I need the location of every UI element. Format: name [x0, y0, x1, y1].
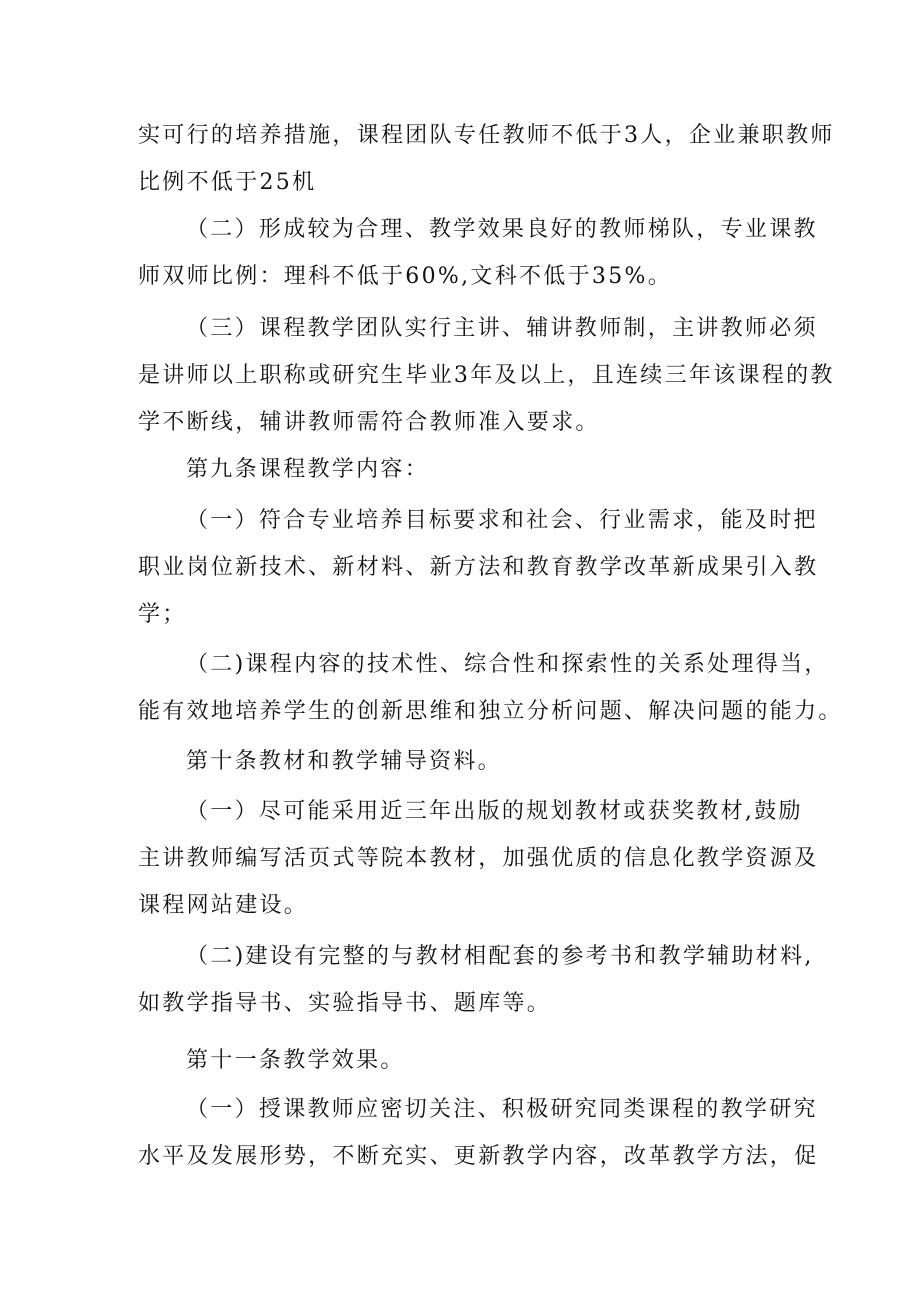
- paragraph-line: 实可行的培养措施，课程团队专任教师不低于3人，企业兼职教师: [138, 123, 835, 148]
- paragraph-line: 职业岗位新技术、新材料、新方法和教育教学改革新成果引入教: [138, 555, 819, 580]
- paragraph-line: 主讲教师编写活页式等院本教材，加强优质的信息化教学资源及: [138, 846, 819, 871]
- paragraph-line: 学不断线，辅讲教师需符合教师准入要求。: [138, 410, 600, 435]
- paragraph-line: 课程网站建设。: [138, 893, 309, 918]
- section-heading: 第九条课程教学内容：: [186, 457, 430, 482]
- section-heading: 第十条教材和教学辅导资料。: [186, 749, 502, 774]
- paragraph-line: （一）符合专业培养目标要求和社会、行业需求，能及时把: [186, 508, 818, 533]
- paragraph-line: 是讲师以上职称或研究生毕业3年及以上，且连续三年该课程的教: [138, 363, 835, 388]
- paragraph-line: 能有效地培养学生的创新思维和独立分析问题、解决问题的能力。: [138, 699, 843, 724]
- section-heading: 第十一条教学效果。: [186, 1048, 405, 1073]
- paragraph-line: （一）授课教师应密切关注、积极研究同类课程的教学研究: [186, 1097, 818, 1122]
- paragraph-line: 比例不低于25机: [138, 170, 317, 195]
- paragraph-line: （一）尽可能采用近三年出版的规划教材或获奖教材,鼓励: [186, 799, 803, 824]
- paragraph-line: 师双师比例：理科不低于60%,文科不低于35%。: [138, 264, 672, 289]
- paragraph-line: 如教学指导书、实验指导书、题库等。: [138, 991, 552, 1016]
- paragraph-line: 水平及发展形势，不断充实、更新教学内容，改革教学方法，促: [138, 1144, 819, 1169]
- paragraph-line: （三）课程教学团队实行主讲、辅讲教师制，主讲教师必须: [186, 316, 818, 341]
- paragraph-line: （二)建设有完整的与教材相配套的参考书和教学辅助材料,: [186, 944, 814, 969]
- paragraph-line: 学；: [138, 602, 187, 627]
- paragraph-line: （二）形成较为合理、教学效果良好的教师梯队，专业课教: [186, 217, 818, 242]
- paragraph-line: （二)课程内容的技术性、综合性和探索性的关系处理得当，: [186, 652, 829, 677]
